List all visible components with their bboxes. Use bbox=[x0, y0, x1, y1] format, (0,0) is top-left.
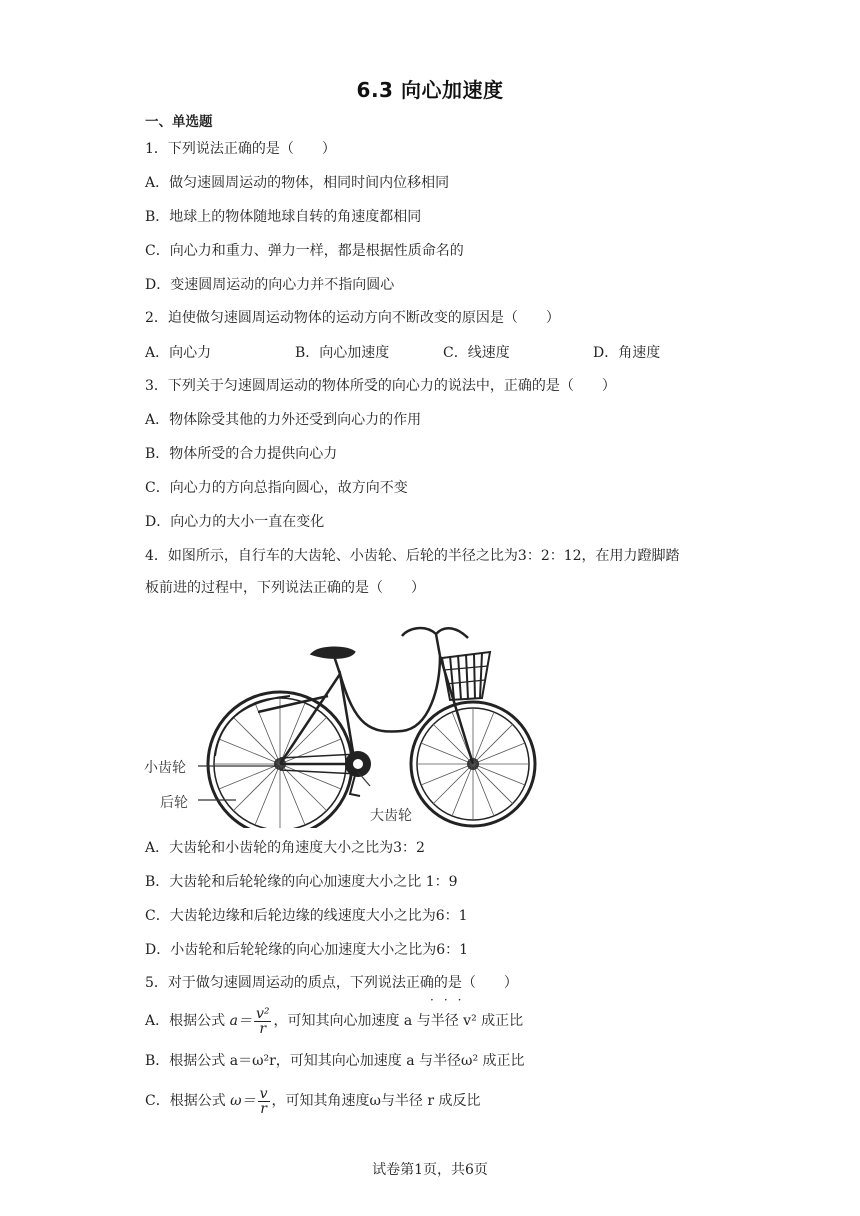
rear-wheel-label: 后轮 bbox=[160, 795, 188, 811]
fraction-numerator: v bbox=[259, 1085, 268, 1102]
question-3-option-c: C．向心力的方向总指向圆心，故方向不变 bbox=[145, 480, 408, 496]
question-5-option-b: B．根据公式 a＝ω²r，可知其向心加速度 a 与半径ω² 成正比 bbox=[145, 1053, 525, 1069]
small-gear-label: 小齿轮 bbox=[144, 760, 186, 776]
question-4-option-c: C．大齿轮边缘和后轮边缘的线速度大小之比为6：1 bbox=[145, 908, 468, 924]
question-2-option-d: D．角速度 bbox=[593, 345, 661, 361]
question-3-option-a: A．物体除受其他的力外还受到向心力的作用 bbox=[145, 412, 422, 428]
question-2-options bbox=[145, 342, 705, 362]
question-1-option-a: A．做匀速圆周运动的物体，相同时间内位移相同 bbox=[145, 175, 450, 191]
question-2-option-b: B．向心加速度 bbox=[295, 345, 390, 361]
option-a-suffix: ，可知其向心加速度 a 与半径 v² 成正比 bbox=[273, 1013, 524, 1029]
question-1-option-b: B．地球上的物体随地球自转的角速度都相同 bbox=[145, 209, 422, 225]
question-1-stem: 1．下列说法正确的是（ ） bbox=[145, 141, 336, 157]
page-footer: 试卷第1页，共6页 bbox=[372, 1162, 488, 1178]
fraction-denominator: r bbox=[259, 1020, 267, 1037]
question-4-option-d: D．小齿轮和后轮轮缘的向心加速度大小之比为6：1 bbox=[145, 942, 469, 958]
formula-c-lhs: ω＝ bbox=[230, 1093, 256, 1109]
question-2-stem: 2．迫使做匀速圆周运动物体的运动方向不断改变的原因是（ ） bbox=[145, 310, 560, 326]
option-a-prefix: A．根据公式 bbox=[145, 1013, 226, 1029]
question-3-option-b: B．物体所受的合力提供向心力 bbox=[145, 446, 338, 462]
question-5-option-c bbox=[145, 1083, 481, 1119]
question-5-stem: 5．对于做匀速圆周运动的质点，下列说法正确的是（ ） bbox=[145, 975, 518, 991]
formula-fraction bbox=[258, 1087, 270, 1116]
question-4-option-b: B．大齿轮和后轮轮缘的向心加速度大小之比 1：9 bbox=[145, 874, 458, 890]
question-2-option-c: C．线速度 bbox=[443, 345, 510, 361]
question-4-stem-line1: 4．如图所示，自行车的大齿轮、小齿轮、后轮的半径之比为3：2：12，在用力蹬脚踏 bbox=[145, 548, 680, 564]
question-4-stem-line2: 板前进的过程中，下列说法正确的是（ ） bbox=[145, 580, 425, 596]
formula-a-lhs: a＝ bbox=[229, 1013, 252, 1029]
bicycle-illustration bbox=[140, 616, 540, 828]
question-4-option-a: A．大齿轮和小齿轮的角速度大小之比为3：2 bbox=[145, 840, 425, 856]
question-5-option-a bbox=[145, 1003, 523, 1039]
question-1-option-d: D．变速圆周运动的向心力并不指向圆心 bbox=[145, 277, 395, 293]
question-1-option-c: C．向心力和重力、弹力一样，都是根据性质命名的 bbox=[145, 243, 464, 259]
page-title: 6.3 向心加速度 bbox=[356, 78, 504, 102]
question-2-option-a: A．向心力 bbox=[145, 345, 212, 361]
fraction-denominator: r bbox=[260, 1100, 267, 1117]
fraction-numerator: v² bbox=[255, 1005, 270, 1022]
big-gear-label: 大齿轮 bbox=[370, 808, 412, 824]
option-c-suffix: ，可知其角速度ω与半径 r 成反比 bbox=[271, 1093, 481, 1109]
formula-fraction bbox=[254, 1007, 272, 1036]
section-heading: 一、单选题 bbox=[145, 114, 213, 130]
bicycle-figure bbox=[140, 616, 540, 828]
question-3-option-d: D．向心力的大小一直在变化 bbox=[145, 514, 325, 530]
question-3-stem: 3．下列关于匀速圆周运动的物体所受的向心力的说法中，正确的是（ ） bbox=[145, 378, 616, 394]
emphasis-dots: ··· bbox=[430, 993, 472, 1007]
option-c-prefix: C．根据公式 bbox=[145, 1093, 226, 1109]
